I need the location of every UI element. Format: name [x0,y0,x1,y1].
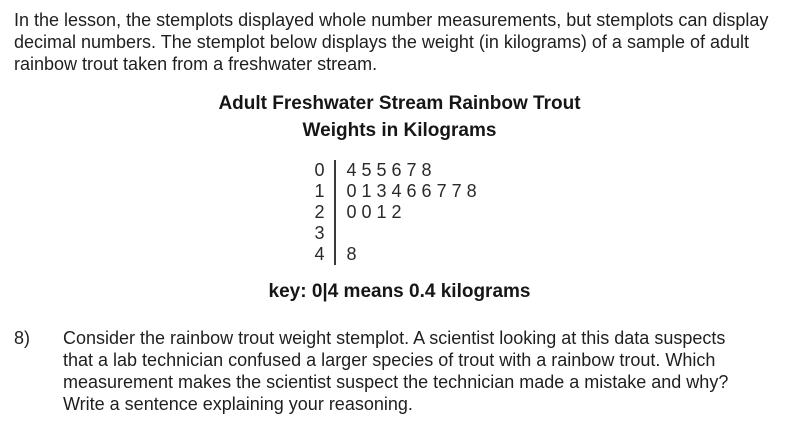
stemplot-title-line-2: Weights in Kilograms [302,120,497,141]
stem-value: 4 [314,244,325,264]
question-number: 8) [14,328,31,348]
leaf-values [334,223,487,244]
stemplot [313,160,487,265]
intro-paragraph: In the lesson, the stemplots displayed whole number measurements, but stemplots can display decimal numbers. The stemplot below displays the weight (in kilograms) of a sample of adult rainbow trout taken from a freshwater stream. [14,10,769,74]
leaf-values: 4 5 5 6 7 8 [334,160,487,181]
stemplot-title-line-1: Adult Freshwater Stream Rainbow Trout [218,93,581,114]
leaf-values: 0 0 1 2 [334,202,487,223]
stem-value: 3 [314,223,325,243]
stem-value: 1 [314,181,325,201]
stemplot-title [14,90,785,144]
stem-value: 2 [314,202,325,222]
question-text: Consider the rainbow trout weight stemplot. A scientist looking at this data suspects that a lab technician confused a larger species of trout with a rainbow trout. Which measurement makes the scientist suspect the technician made a mistake and why? Write a sentence explaining your reasoning. [63,328,729,414]
leaf-values: 8 [334,244,487,265]
leaf-values: 0 1 3 4 6 6 7 7 8 [334,181,487,202]
stem-value: 0 [314,160,325,180]
stemplot-key: key: 0|4 means 0.4 kilograms [268,281,531,302]
question-8 [14,327,785,415]
